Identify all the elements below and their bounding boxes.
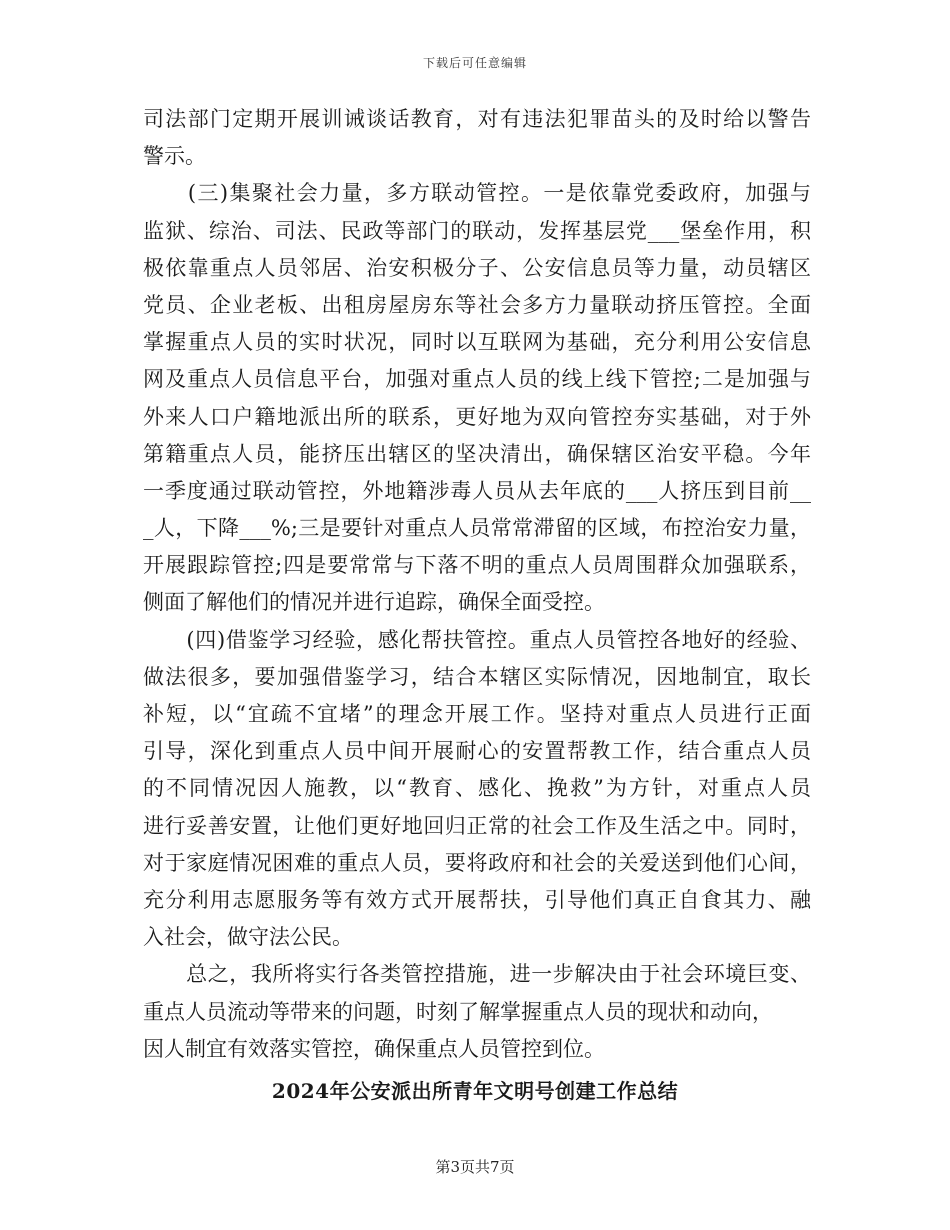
- body-line: 监狱、综治、司法、民政等部门的联动，发挥基层党___堡垒作用，积: [143, 218, 811, 243]
- body-line: 充分利用志愿服务等有效方式开展帮扶，引导他们真正自食其力、融: [143, 887, 811, 912]
- body-line: 补短，以“宜疏不宜堵”的理念开展工作。坚持对重点人员进行正面: [143, 702, 811, 726]
- body-line: 的不同情况因人施教，以“教育、感化、挽救”为方针，对重点人员: [143, 776, 811, 801]
- body-line: 警示。: [143, 144, 206, 169]
- document-body: [143, 101, 811, 1068]
- body-line: 第籍重点人员，能挤压出辖区的坚决清出，确保辖区治安平稳。今年: [143, 441, 811, 466]
- body-line: 极依靠重点人员邻居、治安积极分子、公安信息员等力量，动员辖区: [143, 255, 811, 280]
- page-header: 下载后可任意编辑: [422, 56, 527, 70]
- body-line: 做法很多，要加强借鉴学习，结合本辖区实际情况，因地制宜，取长: [143, 664, 811, 689]
- body-line: 重点人员流动等带来的问题，时刻了解掌握重点人员的现状和动向，: [143, 999, 773, 1024]
- body-line: 因人制宜有效落实管控，确保重点人员管控到位。: [143, 1036, 605, 1061]
- body-line: (四)借鉴学习经验，感化帮扶管控。重点人员管控各地好的经验、: [143, 627, 811, 652]
- body-line: 引导，深化到重点人员中间开展耐心的安置帮教工作，结合重点人员: [143, 739, 811, 764]
- page-footer: 第3页共7页: [435, 1158, 515, 1176]
- body-line: 党员、企业老板、出租房屋房东等社会多方力量联动挤压管控。全面: [143, 292, 811, 317]
- body-line: 掌握重点人员的实时状况，同时以互联网为基础，充分利用公安信息: [143, 330, 811, 355]
- body-line: 侧面了解他们的情况并进行追踪，确保全面受控。: [143, 590, 605, 615]
- body-line: 开展跟踪管控;四是要常常与下落不明的重点人员周围群众加强联系，: [143, 553, 811, 578]
- body-line: 总之，我所将实行各类管控措施，进一步解决由于社会环境巨变、: [143, 962, 811, 987]
- body-line: _人，下降___%;三是要针对重点人员常常滞留的区域，布控治安力量，: [143, 516, 811, 541]
- section-title: 2024年公安派出所青年文明号创建工作总结: [271, 1079, 679, 1103]
- body-line: 司法部门定期开展训诫谈话教育，对有违法犯罪苗头的及时给以警告: [143, 107, 811, 131]
- body-line: 一季度通过联动管控，外地籍涉毒人员从去年底的___人挤压到目前__: [143, 478, 811, 503]
- body-line: 网及重点人员信息平台，加强对重点人员的线上线下管控;二是加强与: [143, 367, 811, 392]
- body-line: 进行妥善安置，让他们更好地回归正常的社会工作及生活之中。同时，: [143, 813, 811, 838]
- body-line: (三)集聚社会力量，多方联动管控。一是依靠党委政府，加强与: [143, 181, 811, 206]
- body-line: 对于家庭情况困难的重点人员，要将政府和社会的关爱送到他们心间，: [143, 850, 811, 875]
- body-line: 入社会，做守法公民。: [143, 925, 353, 950]
- body-line: 外来人口户籍地派出所的联系，更好地为双向管控夯实基础，对于外: [143, 404, 811, 429]
